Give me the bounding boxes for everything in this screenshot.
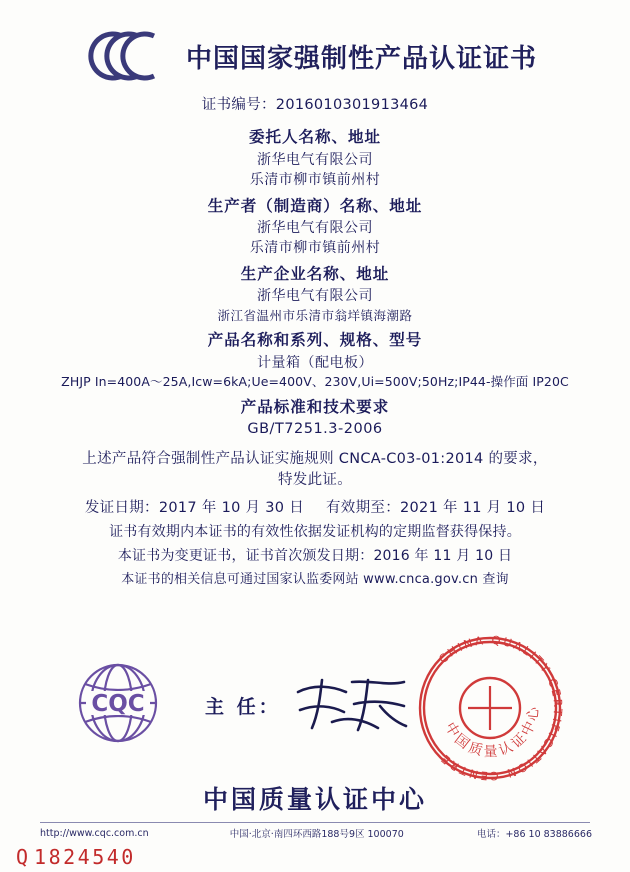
standard-value: GB/T7251.3-2006 (247, 421, 383, 438)
valid-until-label: 有效期至： (326, 500, 400, 517)
client-section-title: 委托人名称、地址 (248, 128, 381, 147)
valid-until-value: 2021 年 11 月 10 日 (400, 500, 546, 517)
handwritten-signature-icon (292, 670, 412, 740)
factory-address: 浙江省温州市乐清市翁垟镇海潮路 (217, 307, 413, 323)
product-specification: ZHJP In=400A～25A,Icw=6kA;Ue=400V、230V,Ui=500V;50Hz;IP44-操作面 IP20C (61, 374, 569, 390)
issue-date-label: 发证日期： (84, 500, 159, 517)
footer-phone: 电话：+86 10 83886666 (476, 829, 592, 840)
website-note: 本证书的相关信息可通过国家认监委网站 www.cnca.gov.cn 查询 (121, 572, 509, 588)
factory-company: 浙华电气有限公司 (257, 288, 373, 305)
seal-outer-text: CHINA QUALITY CERTIFICATION CENTRE (435, 632, 566, 784)
footer-divider (40, 822, 590, 823)
director-label: 主 任： (205, 696, 281, 718)
factory-section-title: 生产企业名称、地址 (240, 264, 390, 283)
serial-value: 1824540 (34, 845, 136, 869)
seal-inner-text: 中国质量认证中心 (441, 703, 543, 761)
ccc-mark-icon (88, 28, 174, 84)
product-section-title: 产品名称和系列、规格、型号 (207, 331, 423, 350)
client-address: 乐清市柳市镇前州村 (249, 172, 381, 189)
page-title: 中国国家强制性产品认证证书 (186, 44, 538, 74)
statement-line-1: 上述产品符合强制性产品认证实施规则 CNCA-C03-01:2014 的要求， (82, 451, 548, 468)
validity-note: 证书有效期内本证书的有效性依据发证机构的定期监督获得保持。 (109, 524, 521, 541)
serial-number (16, 845, 136, 869)
organization-name: 中国质量认证中心 (202, 785, 427, 814)
cqc-logo-text: CQC (91, 691, 145, 717)
certificate-number: 证书编号：2016010301913464 (201, 97, 429, 113)
red-round-seal-icon (410, 628, 570, 788)
serial-prefix: Q (16, 845, 35, 869)
client-company: 浙华电气有限公司 (257, 151, 373, 168)
statement-line-2: 特发此证。 (278, 472, 352, 489)
issue-date-value: 2017 年 10 月 30 日 (158, 500, 304, 517)
certificate-body (0, 96, 630, 588)
signature-zone (0, 632, 630, 784)
cqc-globe-icon (62, 662, 174, 744)
footer-address: 中国·北京·南四环西路188号9区 100070 (229, 829, 404, 840)
standard-section-title: 产品标准和技术要求 (240, 397, 390, 416)
manufacturer-address: 乐清市柳市镇前州村 (249, 240, 381, 257)
product-name: 计量箱（配电板） (257, 354, 373, 371)
footer-website[interactable]: http://www.cqc.com.cn (40, 827, 149, 839)
manufacturer-company: 浙华电气有限公司 (257, 219, 373, 236)
footer-info (40, 826, 592, 840)
dates-row (0, 499, 630, 518)
manufacturer-section-title: 生产者（制造商）名称、地址 (207, 196, 423, 215)
change-note: 本证书为变更证书，证书首次颁发日期：2016 年 11 月 10 日 (117, 547, 513, 564)
